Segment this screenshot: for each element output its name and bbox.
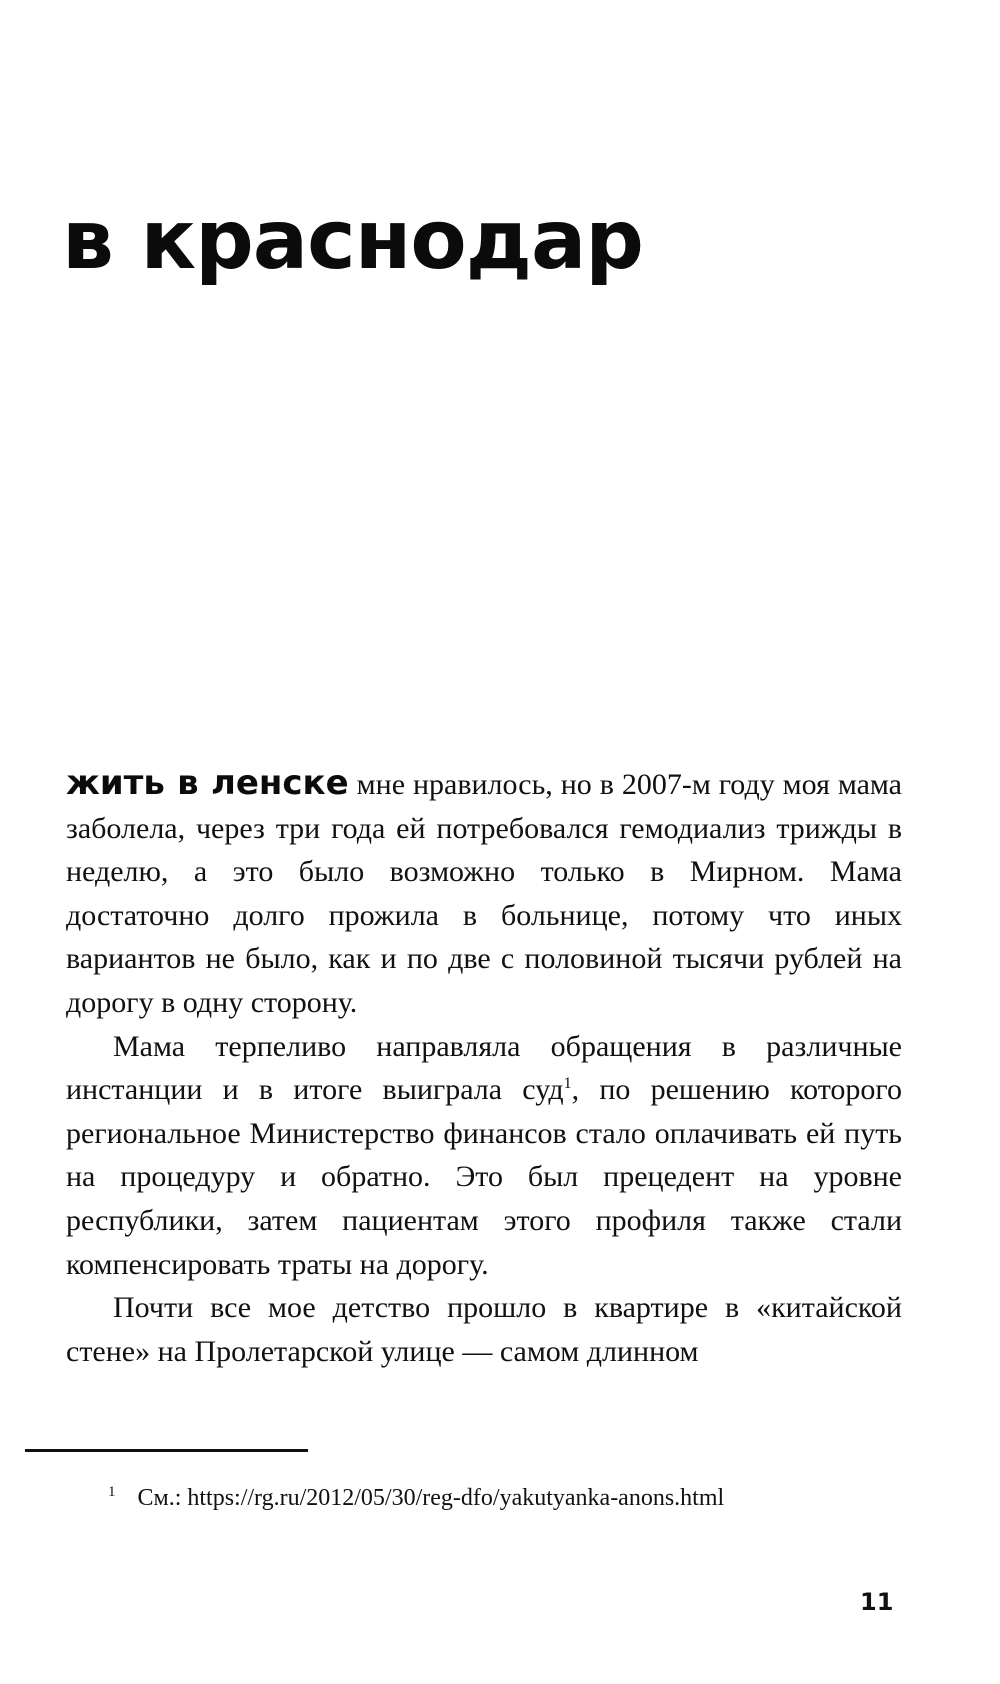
paragraph-text: Почти все мое детство прошло в квартире в «китайской стене» на Пролетарской улице — самом длинном <box>66 1291 902 1368</box>
chapter-title: в краснодар <box>62 193 643 288</box>
paragraph-lead-in: жить в ленске <box>66 763 349 803</box>
paragraph-1 <box>66 762 902 1025</box>
paragraph-text: мне нравилось, но в 2007-м году моя мама заболела, через три года ей потребовался гемодиализ трижды в неделю, а это было возможно только в Мирном. Мама достаточно долго прожила в больнице, потому что иных вариантов не было, как и по две с половиной тысячи рублей на дорогу в одну сторону. <box>66 768 903 1019</box>
paragraph-text: , по решению которого региональное Министерство финансов стало оплачивать ей путь на процедуру и обратно. Это был прецедент на уровне республики, затем пациентам этого профиля также стали компенсировать траты на дорогу. <box>66 1073 902 1281</box>
footnote-marker: 1 <box>108 1484 116 1500</box>
footnote-divider <box>25 1449 308 1452</box>
footnote-text[interactable]: См.: https://rg.ru/2012/05/30/reg-dfo/yakutyanka-anons.html <box>137 1485 725 1511</box>
page-number: 11 <box>860 1588 894 1616</box>
paragraph-3 <box>66 1286 902 1373</box>
body-text <box>66 762 902 1373</box>
footnote <box>108 1482 908 1514</box>
paragraph-text: Мама терпеливо направляла обращения в различные инстанции и в итоге выиграла суд <box>66 1029 902 1107</box>
footnote-reference[interactable]: 1 <box>563 1075 572 1093</box>
paragraph-2 <box>66 1025 902 1287</box>
